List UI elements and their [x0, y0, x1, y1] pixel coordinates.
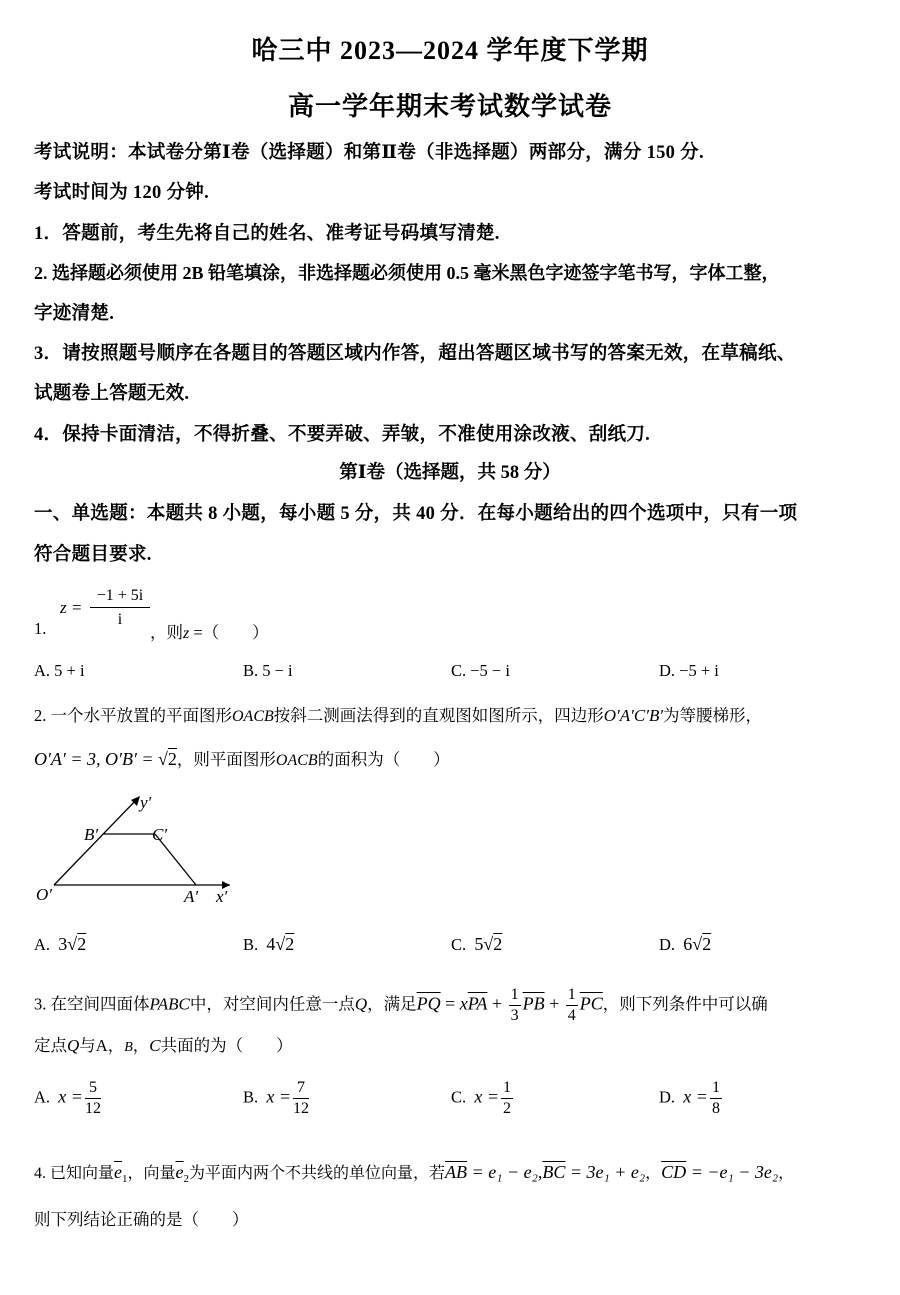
equation: = 3e₁ + e₂	[565, 1162, 646, 1182]
fraction-denominator: 12	[84, 1100, 101, 1117]
question-text-part: ，向量	[127, 1165, 176, 1182]
instruction-line: 1．答题前，考生先将自己的姓名、准考证号码填写清楚.	[34, 224, 500, 244]
option-letter: A.	[34, 1087, 51, 1107]
vector: $\overline{e}$	[114, 1162, 123, 1182]
question-text	[34, 1032, 293, 1056]
question-number: 1.	[34, 619, 47, 638]
fraction-denominator: 8	[711, 1100, 720, 1117]
vector: $\overline{AB}$	[445, 1162, 468, 1182]
label-y: y′	[140, 793, 152, 812]
subscript: 1	[122, 1173, 128, 1186]
option-letter: C.	[451, 935, 467, 954]
fraction	[85, 1078, 101, 1119]
question-text-part: 4. 已知向量	[34, 1165, 115, 1182]
variable: OACB	[232, 708, 274, 725]
fraction	[509, 985, 521, 1026]
label-a: A′	[184, 887, 199, 906]
question-text-part: 为平面内两个不共线的单位向量，若	[189, 1165, 446, 1182]
variable: x =	[683, 1086, 708, 1107]
fraction	[90, 585, 150, 632]
option-coef: 6	[683, 934, 693, 954]
fraction-denominator: 2	[503, 1100, 512, 1117]
vector: $\overline{PA}$	[467, 993, 488, 1014]
sqrt-radicand: 2	[77, 934, 87, 954]
vector: $\overline{PQ}$	[416, 993, 441, 1014]
option-c: C. 5√2	[451, 934, 503, 954]
fraction-numerator: 1	[501, 1078, 513, 1099]
sqrt-radicand: 2	[702, 934, 712, 954]
option-d: D. −5 + i	[659, 661, 719, 680]
question-text	[34, 1160, 794, 1185]
question-text-part: 的面积为（ ）	[317, 750, 450, 769]
vector: $\overline{CD}$	[661, 1162, 687, 1182]
exam-title-line2: 高一学年期末考试数学试卷	[287, 92, 612, 121]
instruction-line: 考试时间为 120 分钟.	[34, 183, 210, 203]
option-coef: 4	[266, 934, 276, 954]
option-a: A. 3√2	[34, 934, 87, 954]
question-text-part: ，	[132, 1036, 150, 1055]
option-letter: B.	[243, 935, 259, 954]
question-text-part: ，则下列条件中可以确	[602, 994, 768, 1014]
option-b: B. 4√2	[243, 934, 295, 954]
variable: z	[183, 625, 190, 642]
question-text-part: 定点	[34, 1036, 67, 1055]
question-text-part: =（ ）	[189, 623, 269, 642]
fraction-numerator: 7	[293, 1078, 309, 1099]
option-letter: D.	[659, 1087, 676, 1107]
option-c: C. −5 − i	[451, 661, 510, 680]
option-letter: A.	[34, 935, 51, 954]
question-text-part: 3. 在空间四面体	[34, 994, 150, 1014]
operator: =	[440, 993, 460, 1014]
vector: $\overline{BC}$	[542, 1162, 566, 1182]
option-letter: C.	[451, 1087, 467, 1107]
part-description: 符合题目要求.	[34, 545, 152, 565]
question-text-part: 与A	[79, 1036, 108, 1055]
instruction-line: 2. 选择题必须使用 2B 铅笔填涂，非选择题必须使用 0.5 毫米黑色字迹签字笔书写，字体工整，	[34, 263, 780, 283]
sqrt-radicand: 2	[493, 934, 503, 954]
fraction-numerator: 5	[85, 1078, 101, 1099]
equation-lhs: z =	[60, 598, 83, 617]
variable: x =	[58, 1086, 83, 1107]
option-a	[34, 1078, 103, 1119]
fraction-numerator: 1	[509, 985, 521, 1006]
fraction-numerator: 1	[566, 985, 578, 1006]
question-text-part: ，	[645, 1165, 662, 1182]
option-b	[243, 1078, 311, 1119]
variable: Q	[67, 1036, 80, 1055]
part-description: 一、单选题：本题共 8 小题，每小题 5 分，共 40 分．在每小题给出的四个选项中，只有一项	[34, 504, 798, 524]
label-b: B′	[84, 825, 99, 844]
fraction-denominator: 4	[567, 1007, 576, 1024]
vector: $\overline{PC}$	[579, 993, 603, 1014]
sqrt: √2	[158, 749, 177, 769]
question-text-part: 2. 一个水平放置的平面图形	[34, 706, 232, 725]
option-letter: D.	[659, 935, 676, 954]
section-title: 第Ⅰ卷（选择题，共 58 分）	[339, 463, 561, 483]
question-text-part: ，	[107, 1036, 125, 1055]
label-x: x′	[216, 887, 228, 906]
operator: +	[544, 993, 564, 1014]
variable: x =	[266, 1086, 292, 1107]
equation: O′A′ = 3, O′B′ =	[34, 749, 159, 769]
fraction-numerator: 1	[710, 1078, 722, 1099]
option-letter: B.	[243, 1087, 259, 1107]
question-text-part: ，则平面图形	[176, 750, 276, 769]
option-b: B. 5 − i	[243, 661, 293, 680]
equation: = −e₁ − 3e₂	[686, 1162, 779, 1182]
question-text-part: 为等腰梯形，	[663, 706, 763, 725]
subscript: 2	[183, 1173, 190, 1186]
instruction-line: 试题卷上答题无效.	[34, 384, 190, 404]
instruction-line: 字迹清楚.	[34, 304, 115, 324]
question-text-part: 按斜二测画法得到的直观图如图所示，四边形	[273, 706, 604, 725]
vector: $\overline{e}$	[175, 1162, 184, 1182]
variable: x =	[474, 1086, 500, 1107]
operator: +	[487, 993, 507, 1014]
fraction-numerator: −1 + 5i	[90, 585, 150, 608]
fraction	[501, 1078, 513, 1119]
variable: PABC	[149, 994, 190, 1014]
vector: $\overline{PB}$	[522, 993, 545, 1014]
question-text-part: 共面的为（ ）	[160, 1036, 293, 1055]
question-text: 则下列结论正确的是（ ）	[34, 1210, 249, 1229]
equation: = e₁ − e₂,	[467, 1162, 543, 1182]
question-text-part: ，满足	[367, 994, 417, 1014]
trapezoid-figure	[30, 790, 250, 915]
variable: Q	[354, 994, 368, 1014]
sqrt-radicand: 2	[167, 749, 177, 769]
option-a: A. 5 + i	[34, 661, 85, 680]
question-text-part: ，则	[150, 623, 183, 642]
exam-title-line1: 哈三中 2023—2024 学年度下学期	[251, 36, 649, 65]
instruction-line: 考试说明：本试卷分第Ⅰ卷（选择题）和第Ⅱ卷（非选择题）两部分，满分 150 分.	[34, 143, 704, 163]
variable: x	[459, 993, 468, 1014]
option-d	[659, 1078, 724, 1119]
fraction-denominator: 12	[293, 1100, 310, 1117]
fraction-denominator: 3	[510, 1007, 519, 1024]
option-coef: 5	[474, 934, 484, 954]
variable: OACB	[275, 752, 318, 769]
fraction	[293, 1078, 309, 1119]
variable: O′A′C′B′	[603, 706, 664, 725]
question-text	[150, 619, 269, 643]
sqrt-radicand: 2	[285, 934, 295, 954]
question-text	[34, 985, 768, 1026]
question-text-part: 中，对空间内任意一点	[189, 994, 355, 1014]
fraction	[566, 985, 578, 1026]
fraction	[710, 1078, 722, 1119]
variable: B	[124, 1040, 133, 1055]
option-coef: 3	[58, 934, 68, 954]
instruction-line: 4．保持卡面清洁，不得折叠、不要弄破、弄皱，不准使用涂改液、刮纸刀.	[34, 425, 651, 445]
instruction-line: 3．请按照题号顺序在各题目的答题区域内作答，超出答题区域书写的答案无效，在草稿纸、	[34, 344, 796, 364]
fraction-denominator: i	[117, 611, 123, 628]
option-c	[451, 1078, 515, 1119]
question-text	[34, 746, 450, 770]
question-text-part: ，	[778, 1165, 795, 1182]
label-c: C′	[152, 825, 168, 844]
option-d: D. 6√2	[659, 934, 712, 954]
variable: C	[149, 1036, 161, 1055]
label-o: O′	[36, 885, 52, 904]
question-text	[34, 702, 762, 726]
